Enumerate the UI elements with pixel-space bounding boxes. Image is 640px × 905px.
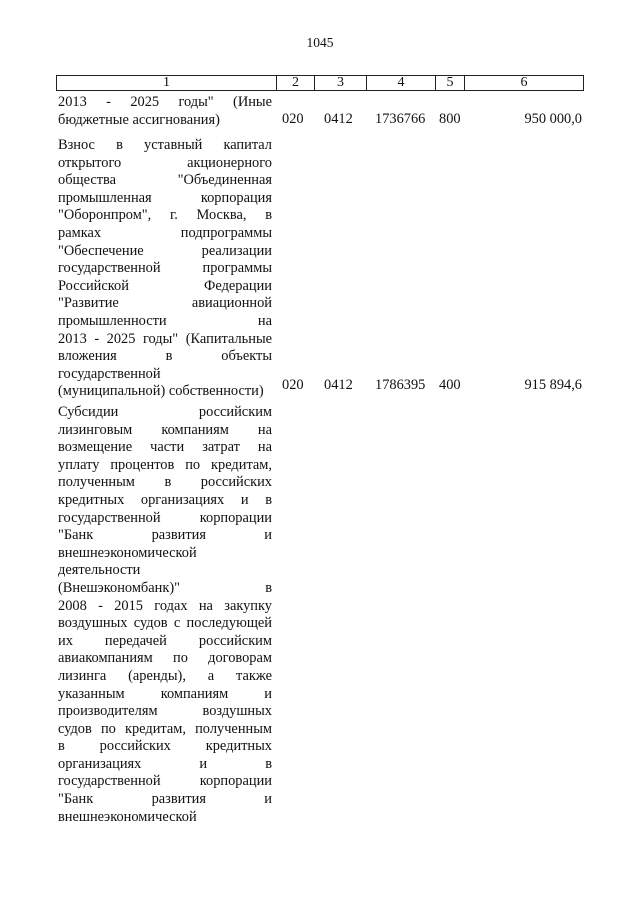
desc-line: полученным в российских <box>58 474 272 491</box>
desc-line: деятельности <box>58 562 141 579</box>
desc-line: общества "Объединенная <box>58 172 272 189</box>
desc-line: их передачей российским <box>58 632 272 649</box>
desc-line: (муниципальной) собственности) <box>58 383 264 400</box>
code-vr: 800 <box>439 111 461 127</box>
desc-line: "Оборонпром", г. Москва, в <box>58 207 272 224</box>
row-codes <box>0 376 640 394</box>
desc-line: производителям воздушных <box>58 703 272 720</box>
desc-line: государственной корпорации <box>58 773 272 790</box>
desc-line: организациях и в <box>58 755 272 772</box>
desc-line: государственной <box>58 365 161 382</box>
header-col-5: 5 <box>435 76 464 90</box>
desc-line: Российской Федерации <box>58 277 272 294</box>
page-number: 1045 <box>306 35 334 50</box>
row-sum: 950 000,0 <box>524 111 582 127</box>
desc-line: воздушных судов с последующей <box>58 615 272 632</box>
desc-line: 2013 - 2025 годы" (Иные <box>58 94 272 110</box>
code-rz: 0412 <box>324 111 353 127</box>
desc-line: государственной программы <box>58 260 272 277</box>
desc-line: возмещение части затрат на <box>58 439 272 456</box>
desc-line: лизинговым компаниям на <box>58 421 272 438</box>
desc-line: государственной корпорации <box>58 509 272 526</box>
desc-line: "Развитие авиационной <box>58 295 272 312</box>
header-col-1: 1 <box>163 75 170 90</box>
header-col-3: 3 <box>314 76 366 90</box>
desc-line: бюджетные ассигнования) <box>58 111 220 128</box>
desc-line: "Банк развития и <box>58 527 272 544</box>
row-sum: 915 894,6 <box>524 377 582 393</box>
table-header-row <box>56 75 584 91</box>
desc-line: кредитных организациях и в <box>58 491 272 508</box>
desc-line: рамках подпрограммы <box>58 224 272 241</box>
desc-line: указанным компаниям и <box>58 685 272 702</box>
desc-line: 2008 - 2015 годах на закупку <box>58 597 272 614</box>
desc-line: внешнеэкономической <box>58 808 197 825</box>
row-description <box>58 404 272 826</box>
desc-line: уплату процентов по кредитам, <box>58 456 272 473</box>
header-col-6: 6 <box>464 76 583 90</box>
row-description <box>58 137 272 401</box>
row-codes <box>0 110 640 128</box>
desc-line: Субсидии российским <box>58 404 272 420</box>
desc-line: "Банк развития и <box>58 791 272 808</box>
code-gr: 020 <box>282 111 304 127</box>
desc-line: лизинга (аренды), а также <box>58 667 272 684</box>
desc-line: 2013 - 2025 годы" (Капитальные <box>58 330 272 347</box>
desc-line: промышленная корпорация <box>58 189 272 206</box>
header-col-4: 4 <box>366 76 435 90</box>
desc-line: авиакомпаниям по договорам <box>58 650 272 667</box>
code-gr: 020 <box>282 377 304 393</box>
desc-line: открытого акционерного <box>58 154 272 171</box>
desc-line: судов по кредитам, полученным <box>58 720 272 737</box>
desc-line: "Обеспечение реализации <box>58 242 272 259</box>
desc-line: промышленности на <box>58 312 272 329</box>
desc-line: Взнос в уставный капитал <box>58 137 272 153</box>
desc-line: внешнеэкономической <box>58 544 197 561</box>
code-vr: 400 <box>439 377 461 393</box>
code-cs: 1736766 <box>375 111 426 127</box>
code-rz: 0412 <box>324 377 353 393</box>
desc-line: (Внешэкономбанк)" в <box>58 579 272 596</box>
desc-line: вложения в объекты <box>58 348 272 365</box>
code-cs: 1786395 <box>375 377 426 393</box>
header-col-2: 2 <box>276 76 314 90</box>
desc-line: в российских кредитных <box>58 738 272 755</box>
